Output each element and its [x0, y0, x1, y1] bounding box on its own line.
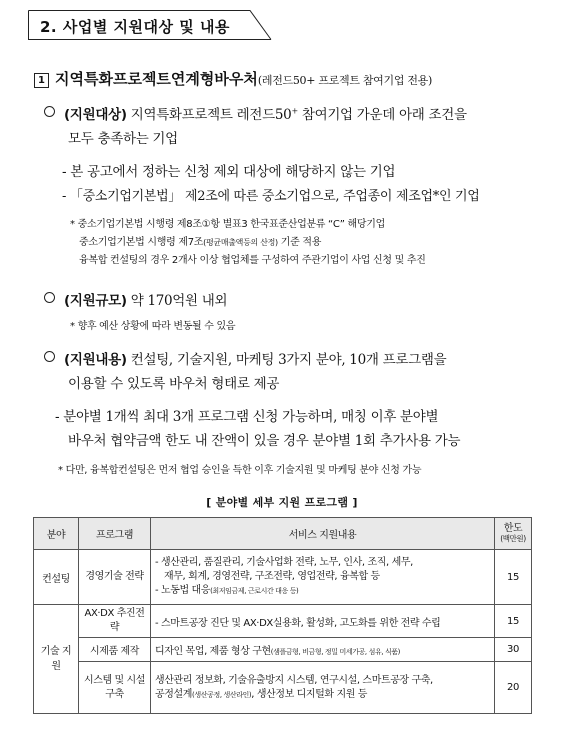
target-text: 지역특화프로젝트 레전드50 [126, 107, 292, 123]
service-line: 생산관리 정보화, 기술유출방지 시스템, 연구시설, 스마트공장 구축, [155, 674, 433, 686]
target-line-2: 모두 충족하는 기업 [68, 131, 178, 147]
content-text: 컨설팅, 기술지원, 마케팅 3가지 분야, 10개 프로그램을 [126, 352, 447, 368]
header-limit-label: 한도 [503, 522, 523, 534]
target-note-2-small: (평균매출액등의 산정) [203, 238, 278, 247]
table-header-row [34, 518, 532, 550]
target-note-2-main: 중소기업기본법 시행령 제7조 [79, 237, 204, 248]
service-main: 디자인 목업, 제품 형상 구현 [155, 646, 271, 657]
service-small: (생산공정, 생산라인) [192, 690, 252, 699]
field-consulting: 컨설팅 [34, 550, 79, 605]
scale-text: 약 170억원 내외 [126, 293, 228, 309]
table-row [34, 550, 532, 605]
table-row [34, 638, 532, 662]
service-line: 재무, 회계, 경영전략, 구조전략, 영업전략, 융복합 등 [164, 571, 380, 582]
target-note-2 [79, 233, 321, 248]
program-cell: 시스템 및 시설구축 [79, 662, 151, 714]
service-main: - 노동법 대응 [155, 585, 211, 596]
content-bullet-line-2: 바우처 협약금액 한도 내 잔액이 있을 경우 분야별 1회 추가사용 가능 [68, 433, 461, 449]
target-text-tail: 참여기업 가운데 아래 조건을 [297, 107, 467, 123]
limit-cell: 15 [495, 605, 532, 638]
program-title: 지역특화프로젝트연계형바우처 [55, 70, 258, 88]
service-cell [151, 662, 495, 714]
limit-cell: 15 [495, 550, 532, 605]
program-cell: AX·DX 추진전략 [79, 605, 151, 638]
content-note: * 다만, 융복합컨설팅은 먼저 협업 승인을 득한 이후 기술지원 및 마케팅 분야 신청 가능 [58, 465, 422, 476]
target-label: (지원대상) [64, 107, 127, 123]
circle-bullet-icon [44, 292, 55, 303]
program-cell: 경영기술 전략 [79, 550, 151, 605]
target-sup: + [291, 106, 298, 116]
program-subtitle: (레전드50+ 프로젝트 참여기업 전용) [257, 74, 432, 87]
section-title: 2. 사업별 지원대상 및 내용 [40, 18, 230, 36]
service-tail: , 생산정보 디지털화 지원 등 [251, 688, 368, 700]
program-number: 1 [34, 73, 49, 88]
header-limit-unit: (백만원) [500, 533, 526, 543]
target-note-1: * 중소기업기본법 시행령 제8조①항 별표3 한국표준산업분류 “C” 해당기업 [70, 219, 385, 230]
service-line [155, 688, 490, 702]
target-note-3: 융복합 컨설팅의 경우 2개사 이상 협업체를 구성하여 주관기업이 사업 신청 및 추진 [79, 255, 426, 266]
content-label: (지원내용) [64, 352, 127, 368]
target-line-1 [44, 103, 467, 123]
target-note-2-tail: 기준 적용 [277, 237, 322, 248]
limit-cell: 30 [495, 638, 532, 662]
circle-bullet-icon [44, 351, 55, 362]
service-line [155, 584, 490, 598]
header-program: 프로그램 [79, 518, 151, 550]
program-heading [34, 68, 432, 89]
section-tab [28, 10, 272, 40]
target-condition-1: - 본 공고에서 정하는 신청 제외 대상에 해당하지 않는 기업 [62, 164, 396, 180]
service-cell [151, 638, 495, 662]
table-caption: [ 분야별 세부 지원 프로그램 ] [206, 496, 358, 509]
service-cell: - 스마트공장 진단 및 AX·DX실용화, 활성화, 고도화를 위한 전략 수립 [151, 605, 495, 638]
field-tech: 기술 지원 [34, 605, 79, 714]
limit-cell: 20 [495, 662, 532, 714]
service-cell [151, 550, 495, 605]
target-condition-2: - 「중소기업기본법」 제2조에 따른 중소기업으로, 주업종이 제조업*인 기업 [62, 189, 480, 204]
scale-line [44, 289, 227, 309]
service-line: - 생산관리, 품질관리, 기술사업화 전략, 노무, 인사, 조직, 세무, [155, 557, 413, 568]
table-row [34, 662, 532, 714]
service-small: (샘플금형, 비금형, 정밀 미세가공, 섬유, 식품) [270, 648, 401, 656]
header-limit [495, 518, 532, 550]
scale-note: * 향후 예산 상황에 따라 변동될 수 있음 [70, 321, 236, 332]
circle-bullet-icon [44, 106, 55, 117]
content-bullet-line-1: - 분야별 1개씩 최대 3개 프로그램 신청 가능하며, 매칭 이후 분야별 [55, 409, 439, 425]
content-line-2: 이용할 수 있도록 바우처 형태로 제공 [68, 376, 280, 392]
program-table [33, 517, 532, 714]
program-cell: 시제품 제작 [79, 638, 151, 662]
service-main: 공정설계 [155, 688, 193, 700]
table-row [34, 605, 532, 638]
service-small: (최저임금제, 근로시간 대응 등) [210, 587, 299, 595]
header-service: 서비스 지원내용 [151, 518, 495, 550]
scale-label: (지원규모) [64, 293, 127, 309]
content-line-1 [44, 348, 446, 368]
header-field: 분야 [34, 518, 79, 550]
